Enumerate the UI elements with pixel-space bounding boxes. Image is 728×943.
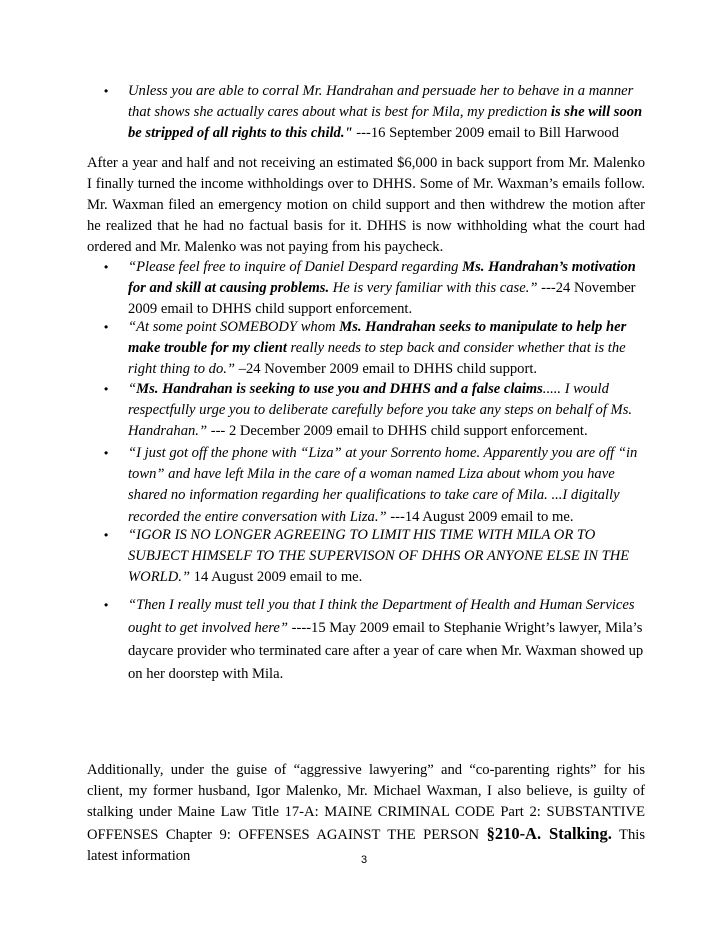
quote-text: “IGOR IS NO LONGER AGREEING TO LIMIT HIS TIME WITH MILA OR TO SUBJECT HIMSELF TO THE SUPERVISON OF DHHS OR ANYONE ELSE IN THE WORLD.” — [128, 527, 630, 586]
quote-emphasis: Ms. Handrahan is seeking to use you and DHHS and a false claims — [136, 381, 543, 397]
quote-source: ---24 November 2009 email to DHHS child support enforcement. — [128, 280, 636, 318]
quote-text: “At some point SOMEBODY whom — [128, 319, 340, 335]
statute-reference: §210-A. Stalking. — [486, 824, 612, 843]
bullet-item-2 — [104, 257, 648, 321]
quote-emphasis: Ms. Handrahan’s motivation for and skill at causing problems. — [128, 259, 636, 297]
quote-emphasis: Ms. Handrahan seeks to manipulate to help her make trouble for my client — [128, 319, 627, 357]
quote-source: --- 2 December 2009 email to DHHS child support enforcement. — [207, 423, 588, 440]
quote-text: “I just got off the phone with “Liza” at your Sorrento home. Apparently you are off “in town” and have left Mila in the care of a woman named Liza about whom you have shared no information regarding her qualifications to take care of Mila. ...I digitally recorded the entire conversation with Liza.” — [128, 445, 638, 525]
quote-text: “ — [128, 381, 137, 397]
bullet-icon: • — [104, 382, 109, 396]
quote-source: ---14 August 2009 email to me. — [386, 508, 574, 525]
quote-source: ---16 September 2009 email to Bill Harwood — [352, 125, 619, 142]
bullet-item-3 — [104, 317, 648, 381]
paragraph-income-withholding: After a year and half and not receiving an estimated $6,000 in back support from Mr. Malenko I finally turned the income withholdings over to DHHS. Some of Mr. Waxman’s emails follow. Mr. Waxman filed an emergency motion on child support and then withdrew the motion after he realized that he had no factual basis for it. DHHS is now withholding what the court had ordered and Mr. Malenko was not paying from his paycheck. — [87, 155, 645, 255]
paragraph-text: Additionally, under the guise of “aggressive lawyering” and “co-parenting rights” for his client, my former husband, Igor Malenko, Mr. Michael Waxman, I also believe, is guilty of stalking under Maine Law Title 17-A: MAINE CRIMINAL CODE Part 2: SUBSTANTIVE OFFENSES Chapter 9: OFFENSES AGAINST THE PERSON — [87, 762, 645, 843]
bullet-item-5 — [104, 443, 648, 528]
bullet-item-1 — [104, 81, 648, 145]
bullet-item-6 — [104, 525, 648, 589]
quote-text: Unless you are able to corral Mr. Handrahan and persuade her to behave in a manner that shows she actually cares about what is best for Mila, my prediction — [128, 83, 634, 121]
bullet-icon: • — [104, 598, 109, 612]
quote-text: He is very familiar with this case.” — [329, 280, 538, 297]
quote-emphasis: is she will soon be stripped of all rights to this child." — [128, 104, 643, 142]
paragraph-text-tail: This latest information — [87, 827, 646, 864]
bullet-icon: • — [104, 84, 109, 98]
paragraph-stalking — [87, 760, 645, 867]
bullet-icon: • — [104, 528, 109, 542]
bullet-item-4 — [104, 379, 648, 443]
quote-text: “Then I really must tell you that I think the Department of Health and Human Services ought to get involved here” — [128, 597, 635, 636]
quote-text: “Please feel free to inquire of Daniel Despard regarding — [128, 259, 463, 275]
quote-source: –24 November 2009 email to DHHS child support. — [235, 361, 538, 378]
bullet-icon: • — [104, 446, 109, 460]
quote-source: 14 August 2009 email to me. — [190, 569, 363, 586]
bullet-item-7 — [104, 594, 648, 686]
quote-text: really needs to step back and consider whether that is the right thing to do.” — [128, 340, 626, 378]
quote-text: ..... I would respectfully urge you to deliberate carefully before you take any steps on behalf of Ms. Handrahan.” — [128, 381, 633, 440]
bullet-icon: • — [104, 320, 109, 334]
quote-source: ----15 May 2009 email to Stephanie Wright’s lawyer, Mila’s daycare provider who terminated care after a year of care when Mr. Waxman showed up on her doorstep with Mila. — [128, 620, 644, 682]
bullet-icon: • — [104, 260, 109, 274]
page-number: 3 — [360, 854, 368, 866]
